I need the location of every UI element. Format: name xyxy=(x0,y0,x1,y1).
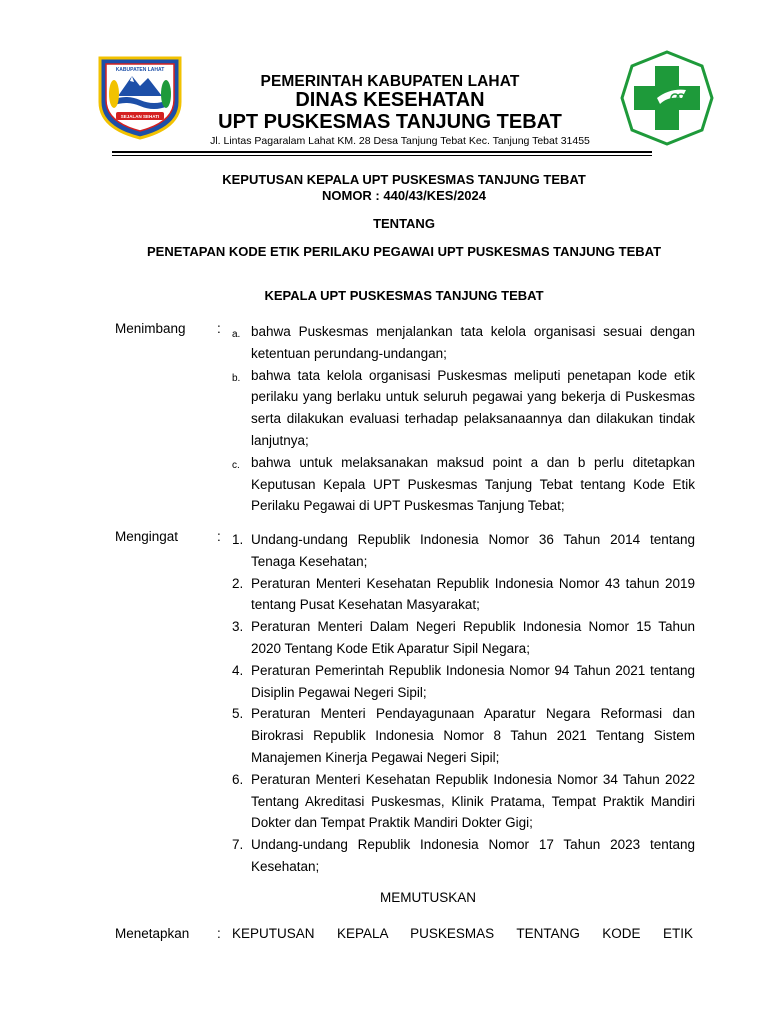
item-text: Undang-undang Republik Indonesia Nomor 36 Tahun 2014 tentang Tenaga Kesehatan; xyxy=(251,532,695,569)
puskesmas-cross-icon xyxy=(620,50,714,146)
decree-heading xyxy=(112,172,696,204)
item-text: Peraturan Menteri Kesehatan Republik Indonesia Nomor 43 tahun 2019 tentang Pusat Kesehatan Masyarakat; xyxy=(251,575,695,613)
agency-name: DINAS KESEHATAN xyxy=(295,89,485,111)
item-text: Peraturan Menteri Dalam Negeri Republik Indonesia Nomor 15 Tahun 2020 Tentang Kode Etik Aparatur Sipil Negara; xyxy=(251,619,695,656)
item-number: 1. xyxy=(232,532,244,547)
item-text: bahwa Puskesmas menjalankan tata kelola organisasi sesuai dengan ketentuan perundang-undangan; xyxy=(251,324,695,361)
item-text: Peraturan Menteri Pendayagunaan Aparatur Negara Reformasi dan Birokrasi Republik Indonesia Nomor 8 Tahun 2021 Tentang Sistem Manajemen Kinerja Pegawai Negeri Sipil; xyxy=(251,706,695,765)
item-text: Peraturan Menteri Kesehatan Republik Indonesia Nomor 34 Tahun 2022 Tentang Akreditasi Puskesmas, Klinik Pratama, Tempat Praktik Mandiri Dokter dan Tempat Praktik Mandiri Dokter Gigi; xyxy=(251,771,695,831)
letterhead-rule-thin xyxy=(112,155,652,156)
crest-top-text: KABUPATEN LAHAT xyxy=(115,67,165,73)
list-item xyxy=(232,660,695,704)
mengingat-label: Mengingat xyxy=(115,529,179,544)
item-text: bahwa untuk melaksanakan maksud point a dan b perlu ditetapkan Keputusan Kepala UPT Puskesmas Tanjung Tebat tentang Kode Etik Perilaku Pegawai di UPT Puskesmas Tanjung Tebat; xyxy=(251,454,695,514)
list-item xyxy=(232,703,695,768)
item-number: 2. xyxy=(232,575,244,591)
menimbang-label: Menimbang xyxy=(115,321,186,336)
item-text: Peraturan Pemerintah Republik Indonesia Nomor 94 Tahun 2021 tentang Disiplin Pegawai Negeri Sipil; xyxy=(251,662,695,700)
decree-subject: PENETAPAN KODE ETIK PERILAKU PEGAWAI UPT PUSKESMAS TANJUNG TEBAT xyxy=(146,244,662,259)
list-item xyxy=(232,529,695,573)
item-number: 7. xyxy=(232,837,244,853)
item-text: Undang-undang Republik Indonesia Nomor 17 Tahun 2023 tentang Kesehatan; xyxy=(251,837,695,874)
list-item xyxy=(232,573,695,617)
menetapkan-colon: : xyxy=(217,926,221,941)
decree-official: KEPALA UPT PUSKESMAS TANJUNG TEBAT xyxy=(264,288,544,303)
list-item xyxy=(232,452,695,517)
menimbang-list xyxy=(232,321,695,517)
item-number: 5. xyxy=(232,706,244,722)
item-text: bahwa tata kelola organisasi Puskesmas meliputi penetapan kode etik perilaku yang berlaku untuk seluruh pegawai yang bekerja di Puskesmas serta dilakukan evaluasi terhadap pelaksanaannya dan dilakukan tindak lanjutnya; xyxy=(251,367,695,448)
mengingat-colon: : xyxy=(217,529,221,544)
memutuskan-heading: MEMUTUSKAN xyxy=(380,890,477,905)
letterhead-rule-thick xyxy=(112,151,652,153)
list-item xyxy=(232,321,695,365)
list-item xyxy=(232,834,695,878)
item-marker: a. xyxy=(232,329,241,340)
decree-number: NOMOR : 440/43/KES/2024 xyxy=(321,188,487,203)
item-number: 6. xyxy=(232,771,244,787)
mengingat-list xyxy=(232,529,695,878)
list-item xyxy=(232,365,695,452)
letterhead xyxy=(0,0,768,160)
menetapkan-text: KEPUTUSAN KEPALA PUSKESMAS TENTANG KODE ETIK xyxy=(232,926,693,941)
list-item xyxy=(232,769,695,834)
crest-ribbon-text: SEJALAN SEHATI xyxy=(120,114,160,119)
item-marker: b. xyxy=(232,372,241,384)
unit-name: UPT PUSKESMAS TANJUNG TEBAT xyxy=(218,111,562,133)
list-item xyxy=(232,616,695,660)
item-number: 3. xyxy=(232,619,244,635)
menimbang-colon: : xyxy=(217,321,221,336)
decree-title: KEPUTUSAN KEPALA UPT PUSKESMAS TANJUNG TEBAT xyxy=(222,172,586,187)
tentang-heading: TENTANG xyxy=(373,216,435,231)
menetapkan-label: Menetapkan xyxy=(115,926,190,941)
address: Jl. Lintas Pagaralam Lahat KM. 28 Desa Tanjung Tebat Kec. Tanjung Tebat 31455 xyxy=(210,135,590,147)
item-marker: c. xyxy=(232,459,240,471)
item-number: 4. xyxy=(232,662,244,678)
government-name: PEMERINTAH KABUPATEN LAHAT xyxy=(260,73,520,90)
